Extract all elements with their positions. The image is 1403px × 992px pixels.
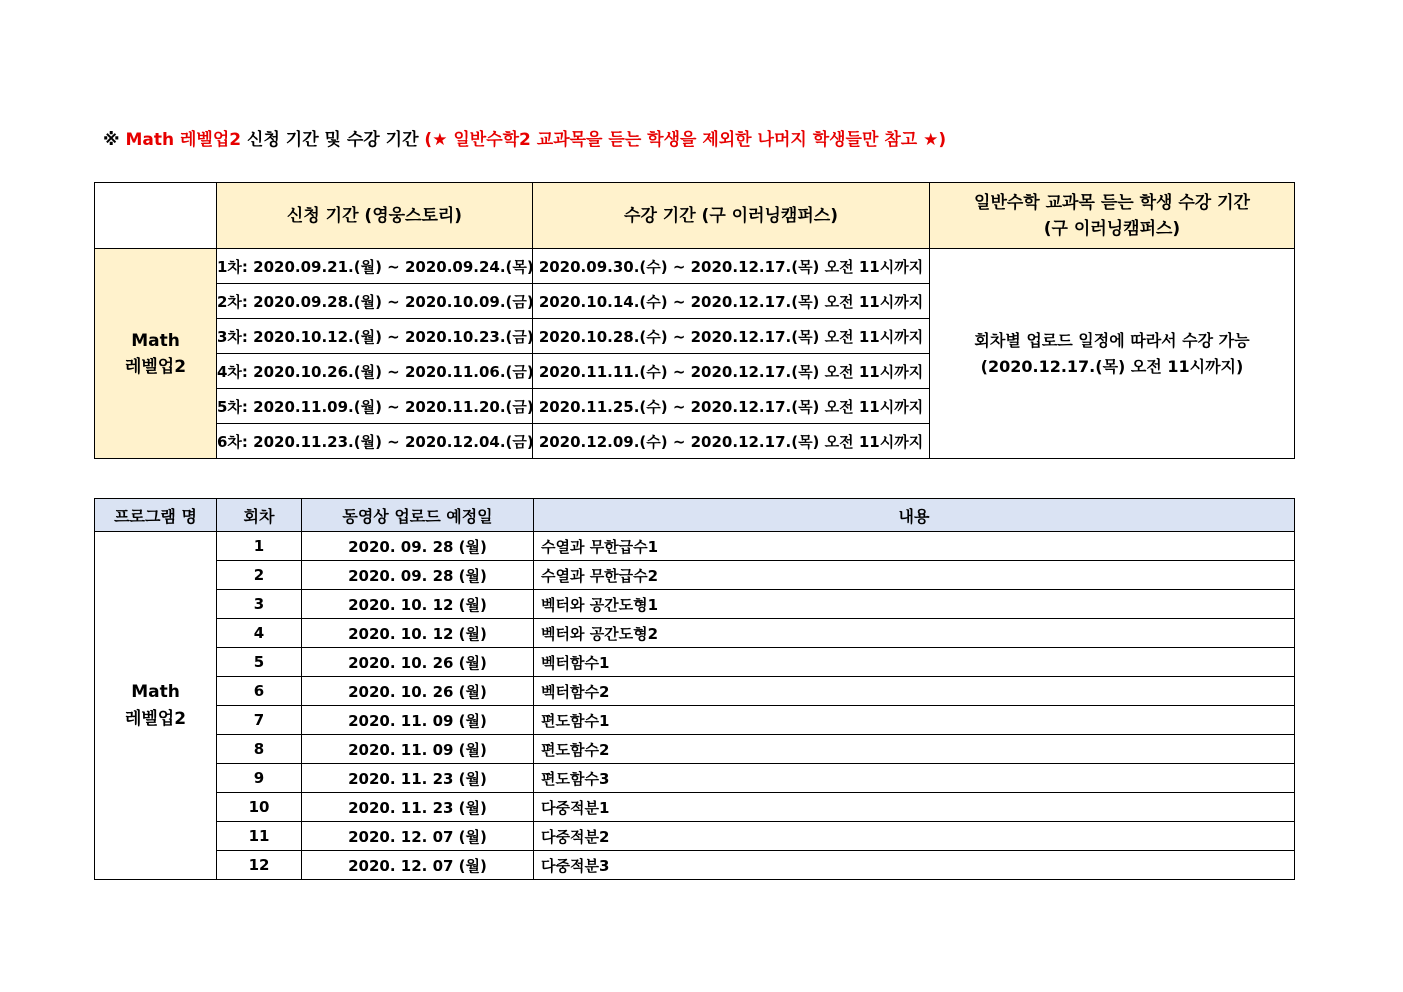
upload-date-cell: 2020. 10. 12 (월) (302, 590, 534, 619)
content-cell: 벡터함수2 (534, 677, 1295, 706)
apply-period-cell: 4차: 2020.10.26.(월) ~ 2020.11.06.(금) (217, 354, 533, 389)
schedule-header-general-line1: 일반수학 교과목 듣는 학생 수강 기간 (974, 192, 1250, 213)
upload-date-cell: 2020. 09. 28 (월) (302, 532, 534, 561)
apply-period-cell: 2차: 2020.09.28.(월) ~ 2020.10.09.(금) (217, 284, 533, 319)
upload-date-cell: 2020. 11. 23 (월) (302, 764, 534, 793)
content-cell: 수열과 무한급수1 (534, 532, 1295, 561)
content-cell: 수열과 무한급수2 (534, 561, 1295, 590)
upload-date-cell: 2020. 10. 26 (월) (302, 677, 534, 706)
upload-header-content: 내용 (534, 499, 1295, 532)
schedule-header-general-line2: (구 이러닝캠퍼스) (1043, 218, 1181, 239)
upload-row (95, 648, 1295, 677)
round-cell: 3 (217, 590, 302, 619)
upload-date-cell: 2020. 11. 09 (월) (302, 735, 534, 764)
apply-period-cell: 5차: 2020.11.09.(월) ~ 2020.11.20.(금) (217, 389, 533, 424)
upload-row (95, 590, 1295, 619)
study-period-cell: 2020.10.28.(수) ~ 2020.12.17.(목) 오전 11시까지 (533, 319, 930, 354)
schedule-header-apply: 신청 기간 (영웅스토리) (217, 183, 533, 249)
schedule-header-blank (95, 183, 217, 249)
upload-row (95, 735, 1295, 764)
upload-date-cell: 2020. 10. 12 (월) (302, 619, 534, 648)
content-cell: 편도함수2 (534, 735, 1295, 764)
round-cell: 11 (217, 822, 302, 851)
upload-header-row (95, 499, 1295, 532)
round-cell: 9 (217, 764, 302, 793)
general-study-line1: 회차별 업로드 일정에 따라서 수강 가능 (974, 330, 1250, 350)
content-cell: 다중적분1 (534, 793, 1295, 822)
general-study-line2: (2020.12.17.(목) 오전 11시까지) (980, 356, 1244, 376)
upload-date-cell: 2020. 12. 07 (월) (302, 822, 534, 851)
study-period-cell: 2020.12.09.(수) ~ 2020.12.17.(목) 오전 11시까지 (533, 424, 930, 459)
round-cell: 1 (217, 532, 302, 561)
schedule-table (94, 182, 1295, 459)
content-cell: 벡터와 공간도형1 (534, 590, 1295, 619)
content-cell: 편도함수1 (534, 706, 1295, 735)
content-cell: 벡터함수1 (534, 648, 1295, 677)
upload-header-round: 회차 (217, 499, 302, 532)
upload-row (95, 764, 1295, 793)
upload-row (95, 851, 1295, 880)
round-cell: 2 (217, 561, 302, 590)
round-cell: 6 (217, 677, 302, 706)
round-cell: 8 (217, 735, 302, 764)
upload-program-line1: Math (131, 681, 180, 702)
heading-note: (★ 일반수학2 교과목을 듣는 학생을 제외한 나머지 학생들만 참고 ★) (424, 130, 947, 150)
study-period-cell: 2020.09.30.(수) ~ 2020.12.17.(목) 오전 11시까지 (533, 249, 930, 284)
upload-date-cell: 2020. 11. 23 (월) (302, 793, 534, 822)
upload-date-cell: 2020. 12. 07 (월) (302, 851, 534, 880)
round-cell: 7 (217, 706, 302, 735)
upload-date-cell: 2020. 11. 09 (월) (302, 706, 534, 735)
round-cell: 12 (217, 851, 302, 880)
content-cell: 다중적분2 (534, 822, 1295, 851)
round-cell: 10 (217, 793, 302, 822)
page-heading (103, 126, 946, 154)
heading-title: 신청 기간 및 수강 기간 (247, 130, 419, 150)
schedule-header-study: 수강 기간 (구 이러닝캠퍼스) (533, 183, 930, 249)
upload-date-cell: 2020. 10. 26 (월) (302, 648, 534, 677)
upload-row (95, 793, 1295, 822)
content-cell: 다중적분3 (534, 851, 1295, 880)
schedule-program-line1: Math (131, 330, 180, 351)
study-period-cell: 2020.11.11.(수) ~ 2020.12.17.(목) 오전 11시까지 (533, 354, 930, 389)
schedule-program-line2: 레벨업2 (124, 356, 187, 377)
content-cell: 편도함수3 (534, 764, 1295, 793)
schedule-program-cell (95, 249, 217, 459)
general-study-cell (930, 249, 1295, 459)
upload-header-program: 프로그램 명 (95, 499, 217, 532)
round-cell: 5 (217, 648, 302, 677)
apply-period-cell: 1차: 2020.09.21.(월) ~ 2020.09.24.(목) (217, 249, 533, 284)
upload-row (95, 619, 1295, 648)
upload-row (95, 561, 1295, 590)
study-period-cell: 2020.11.25.(수) ~ 2020.12.17.(목) 오전 11시까지 (533, 389, 930, 424)
heading-program-name: Math 레벨업2 (125, 130, 242, 150)
content-cell: 벡터와 공간도형2 (534, 619, 1295, 648)
round-cell: 4 (217, 619, 302, 648)
schedule-header-general (930, 183, 1295, 249)
upload-row (95, 706, 1295, 735)
upload-row (95, 822, 1295, 851)
upload-program-line2: 레벨업2 (124, 708, 187, 729)
schedule-header-row (95, 183, 1295, 249)
upload-header-date: 동영상 업로드 예정일 (302, 499, 534, 532)
upload-date-cell: 2020. 09. 28 (월) (302, 561, 534, 590)
upload-row (95, 532, 1295, 561)
apply-period-cell: 6차: 2020.11.23.(월) ~ 2020.12.04.(금) (217, 424, 533, 459)
upload-table (94, 498, 1295, 880)
apply-period-cell: 3차: 2020.10.12.(월) ~ 2020.10.23.(금) (217, 319, 533, 354)
study-period-cell: 2020.10.14.(수) ~ 2020.12.17.(목) 오전 11시까지 (533, 284, 930, 319)
schedule-row (95, 249, 1295, 284)
upload-program-cell (95, 532, 217, 880)
upload-row (95, 677, 1295, 706)
reference-mark: ※ (103, 130, 120, 150)
